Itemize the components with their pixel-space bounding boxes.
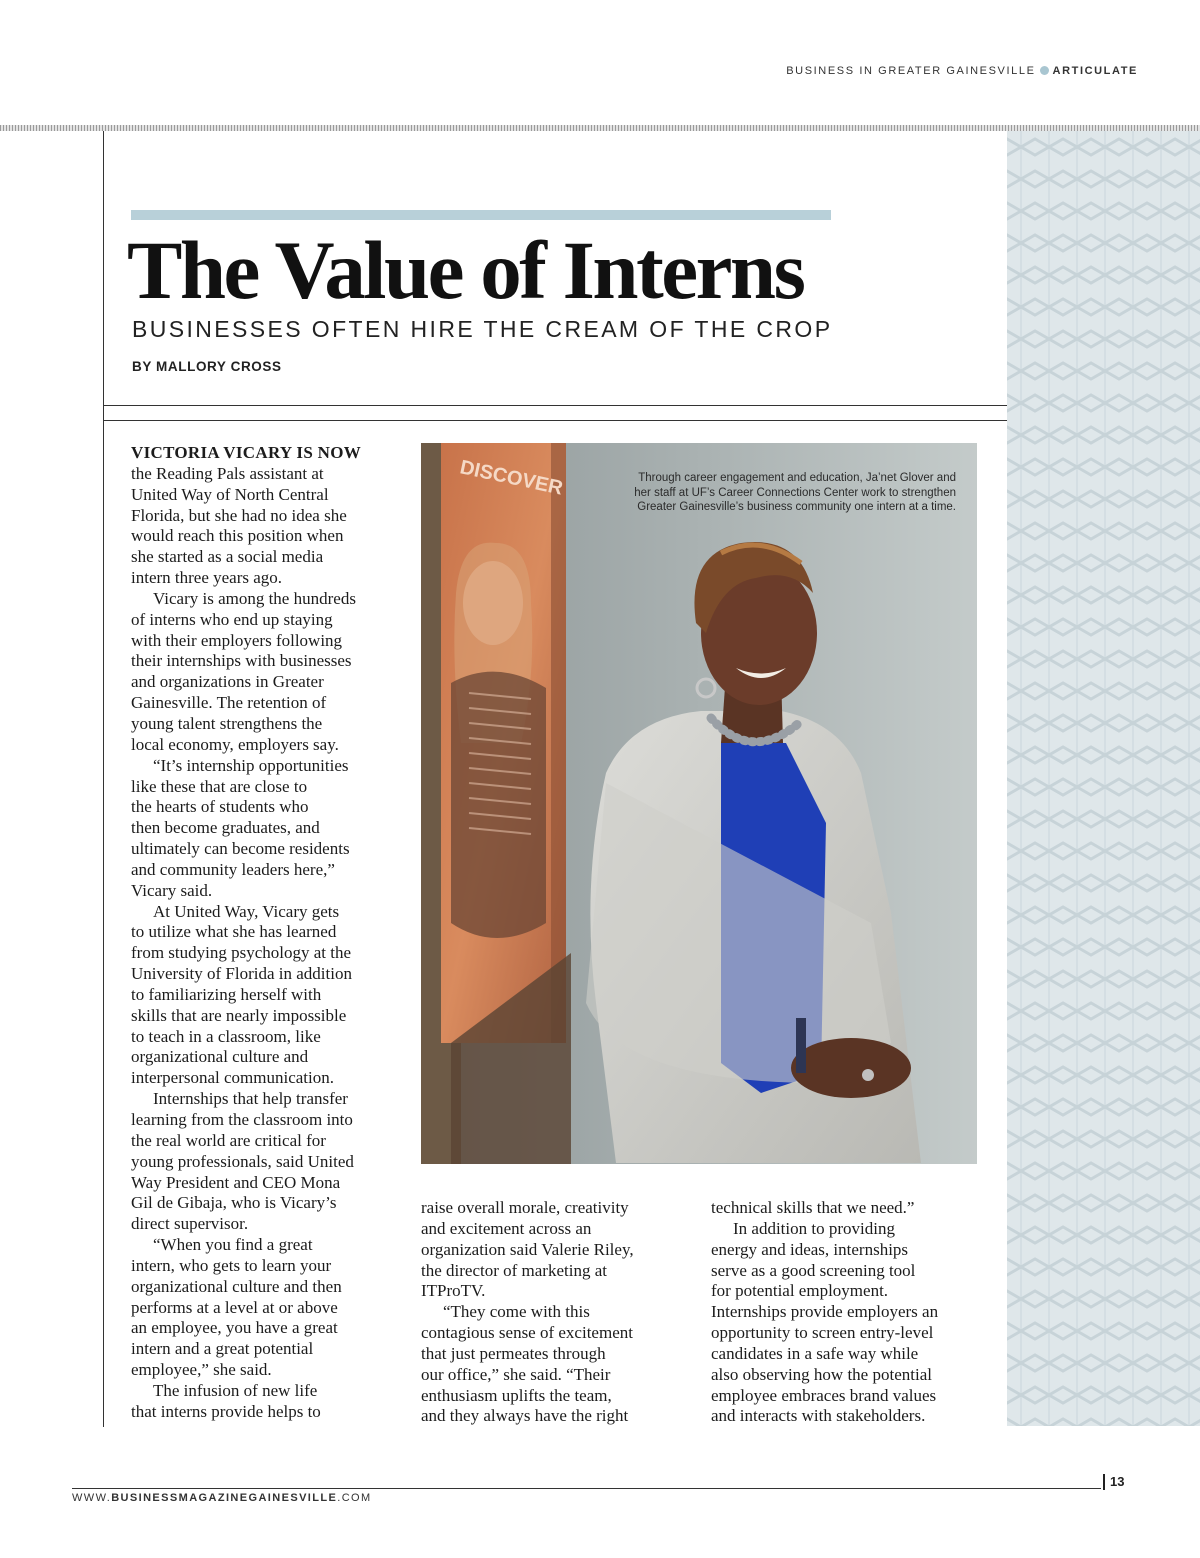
body-text-line: technical skills that we need.” (711, 1198, 915, 1217)
body-text-line: an employee, you have a great (131, 1318, 338, 1338)
body-text-line: their internships with businesses (131, 651, 352, 671)
portrait-photo (421, 443, 977, 1164)
body-text-line: ultimately can become residents (131, 839, 350, 859)
body-text-line: ITProTV. (421, 1281, 486, 1301)
body-text-line: University of Florida in addition (131, 964, 352, 984)
body-text-line: serve as a good screening tool (711, 1260, 916, 1280)
article-subtitle: BUSINESSES OFTEN HIRE THE CREAM OF THE CROP (132, 316, 833, 342)
body-text-line: interpersonal communication. (131, 1068, 334, 1088)
photo-caption-line: Greater Gainesville’s business community one intern at a time. (637, 501, 956, 513)
body-text-line: VICTORIA VICARY IS NOW (131, 443, 362, 462)
body-text-line: enthusiasm uplifts the team, (421, 1385, 612, 1405)
photo-caption-line: Through career engagement and education, Ja’net Glover and (638, 472, 956, 484)
body-text-line: Vicary said. (131, 880, 213, 900)
body-text-line: At United Way, Vicary gets (153, 901, 340, 921)
body-text-line: that interns provide helps to (131, 1401, 321, 1421)
photo-caption-line: her staff at UF’s Career Connections Center work to strengthen (634, 486, 956, 499)
body-text-line: she started as a social media (131, 547, 324, 567)
body-text-line: to teach in a classroom, like (131, 1026, 321, 1046)
body-text-line: of interns who end up staying (131, 609, 333, 629)
body-text-line: direct supervisor. (131, 1214, 249, 1234)
body-text-line: and interacts with stakeholders. (711, 1406, 926, 1426)
page-number: 13 (1110, 1474, 1125, 1489)
article-byline: BY MALLORY CROSS (132, 359, 282, 374)
body-text-line: and they always have the right (421, 1406, 629, 1426)
body-text-line: Gil de Gibaja, who is Vicary’s (131, 1193, 337, 1213)
body-text-line: intern three years ago. (131, 568, 283, 588)
body-text-line: learning from the classroom into (131, 1110, 353, 1129)
body-text-line: the director of marketing at (421, 1260, 607, 1280)
publication-name: BUSINESS IN GREATER GAINESVILLE (786, 65, 1036, 77)
body-text-line: Internships that help transfer (153, 1089, 348, 1109)
body-text-line: our office,” she said. “Their (421, 1364, 611, 1384)
header-divider (103, 405, 1007, 406)
body-text-line: intern, who gets to learn your (131, 1255, 332, 1275)
body-text-line: skills that are nearly impossible (131, 1005, 347, 1025)
body-text-line: Florida, but she had no idea she (131, 505, 347, 525)
body-text-line: local economy, employers say. (131, 734, 339, 754)
body-text-line: then become graduates, and (131, 818, 320, 838)
body-text-line: to familiarizing herself with (131, 984, 322, 1004)
left-column-rule (103, 131, 104, 1427)
title-accent-bar (131, 210, 831, 220)
body-column-2 (421, 1198, 686, 1427)
body-text-line: employee,” she said. (131, 1360, 272, 1380)
body-column-1 (131, 443, 403, 1423)
folio-bar (1103, 1474, 1105, 1490)
body-text-line: with their employers following (131, 630, 343, 650)
body-text-line: Way President and CEO Mona (131, 1172, 341, 1192)
body-text-line: energy and ideas, internships (711, 1239, 909, 1259)
body-text-line: In addition to providing (733, 1218, 895, 1238)
body-text-line: also observing how the potential (711, 1364, 932, 1384)
photo-caption (576, 471, 956, 515)
body-text-line: the Reading Pals assistant at (131, 463, 324, 483)
body-text-line: United Way of North Central (131, 484, 329, 504)
body-text-line: to utilize what she has learned (131, 922, 337, 942)
body-text-line: and community leaders here,” (131, 859, 335, 879)
body-text-line: contagious sense of excitement (421, 1323, 633, 1343)
body-text-line: that just permeates through (421, 1343, 606, 1363)
body-text-line: opportunity to screen entry-level (711, 1323, 934, 1343)
running-header (786, 65, 1138, 77)
portrait-illustration (421, 443, 977, 1164)
body-text-line: Internships provide employers an (711, 1302, 939, 1322)
separator-dot-icon (1040, 66, 1049, 75)
body-text-line: raise overall morale, creativity (421, 1198, 629, 1217)
footer-url[interactable]: WWW.BUSINESSMAGAZINEGAINESVILLE.COM (72, 1492, 372, 1504)
body-text-line: from studying psychology at the (131, 943, 352, 963)
body-text-line: for potential employment. (711, 1281, 889, 1301)
body-text-line: intern and a great potential (131, 1339, 314, 1359)
body-text-line: like these that are close to (131, 776, 308, 796)
section-name: ARTICULATE (1052, 65, 1138, 77)
body-text-line: “When you find a great (153, 1235, 313, 1255)
article-title: The Value of Interns (127, 224, 804, 316)
body-text-line: candidates in a safe way while (711, 1343, 919, 1363)
body-text-line: organizational culture and (131, 1047, 309, 1067)
body-text-line: The infusion of new life (153, 1380, 318, 1400)
body-text-line: Vicary is among the hundreds (153, 588, 356, 608)
body-text-line: “They come with this (443, 1302, 590, 1322)
header-divider (103, 420, 1007, 421)
body-text-line: young talent strengthens the (131, 713, 323, 733)
body-text-line: would reach this position when (131, 526, 344, 546)
body-text-line: “It’s internship opportunities (153, 755, 349, 775)
body-text-line: young professionals, said United (131, 1151, 354, 1171)
footer-rule (72, 1488, 1101, 1489)
body-column-3 (711, 1198, 986, 1427)
body-text-line: performs at a level at or above (131, 1297, 338, 1317)
body-text-line: and organizations in Greater (131, 672, 324, 692)
body-text-line: organization said Valerie Riley, (421, 1239, 634, 1259)
body-text-line: employee embraces brand values (711, 1385, 937, 1405)
banner-text: DISCOVER (457, 456, 565, 500)
decorative-pattern-panel (1007, 131, 1200, 1426)
body-text-line: the real world are critical for (131, 1130, 326, 1150)
body-text-line: the hearts of students who (131, 797, 309, 817)
body-text-line: and excitement across an (421, 1218, 592, 1238)
body-text-line: organizational culture and then (131, 1276, 342, 1296)
body-text-line: Gainesville. The retention of (131, 693, 327, 713)
